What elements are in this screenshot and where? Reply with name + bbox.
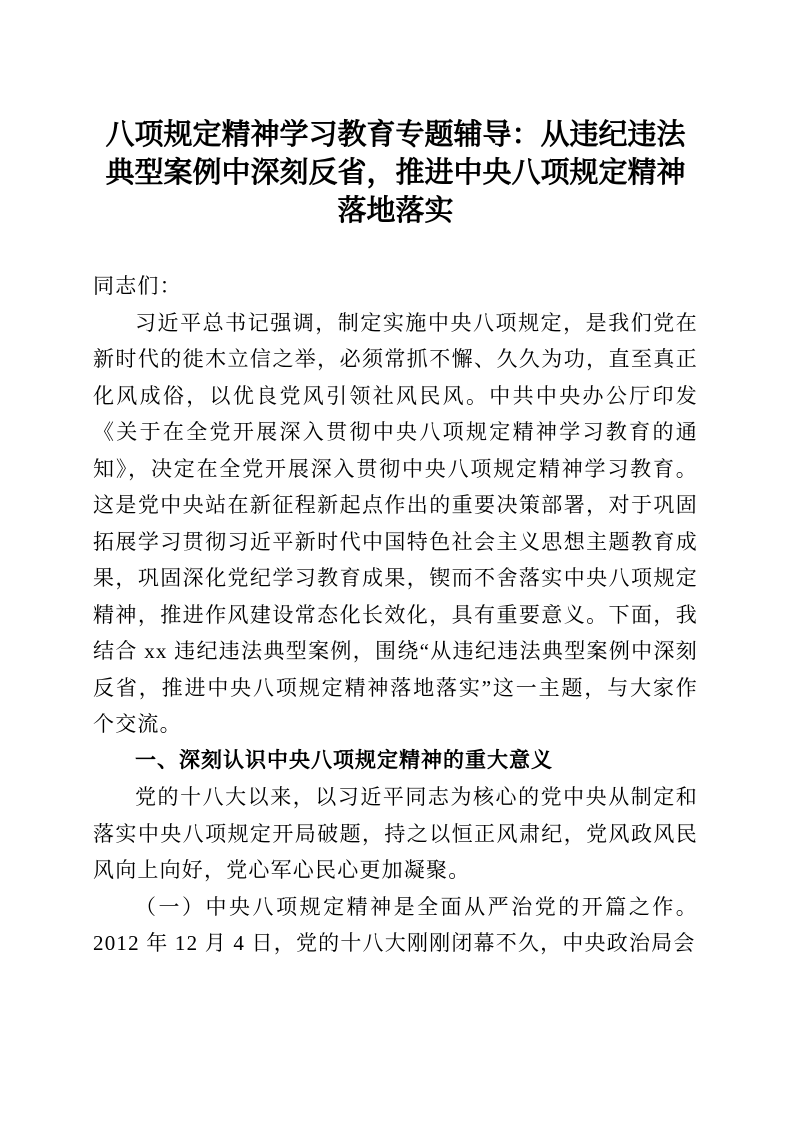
section-1-heading: 一、深刻认识中央八项规定精神的重大意义 (135, 748, 553, 772)
intro-paragraph: 习近平总书记强调，制定实施中央八项规定，是我们党在新时代的徙木立信之举，必须常抓不懈、久久为功，直至真正化风成俗，以优良党风引领社风民风。中共中央办公厅印发《关于在全党开展深入贯彻中央八项规定精神学习教育的通知》，决定在全党开展深入贯彻中央八项规定精神学习教育。这是党中央站在新征程新起点作出的重要决策部署，对于巩固拓展学习贯彻习近平新时代中国特色社会主义思想主题教育成果，巩固深化党纪学习教育成果，锲而不舍落实中央八项规定精神，推进作风建设常态化长效化，具有重要意义。下面，我结合 xx 违纪违法典型案例，围绕“从违纪违法典型案例中深刻反省，推进中央八项规定精神落地落实”这一主题，与大家作个交流。 (93, 310, 698, 736)
section-1-item-1 (93, 889, 698, 962)
section-1-paragraph-1: 党的十八大以来，以习近平同志为核心的党中央从制定和落实中央八项规定开局破题，持之以恒正风肃纪，党风政风民风向上向好，党心军心民心更加凝聚。 (93, 785, 698, 882)
salutation-line: 同志们： (93, 274, 182, 298)
item-1-lead-sentence: （一）中央八项规定精神是全面从严治党的开篇之作。 (135, 894, 698, 919)
document-body (93, 268, 698, 962)
document-title: 八项规定精神学习教育专题辅导：从违纪违法典型案例中深刻反省，推进中央八项规定精神落地落实 (105, 119, 686, 227)
item-1-continuation-text: 2012 年 12 月 4 日，党的十八大刚刚闭幕不久，中央政治局会 (93, 931, 696, 955)
